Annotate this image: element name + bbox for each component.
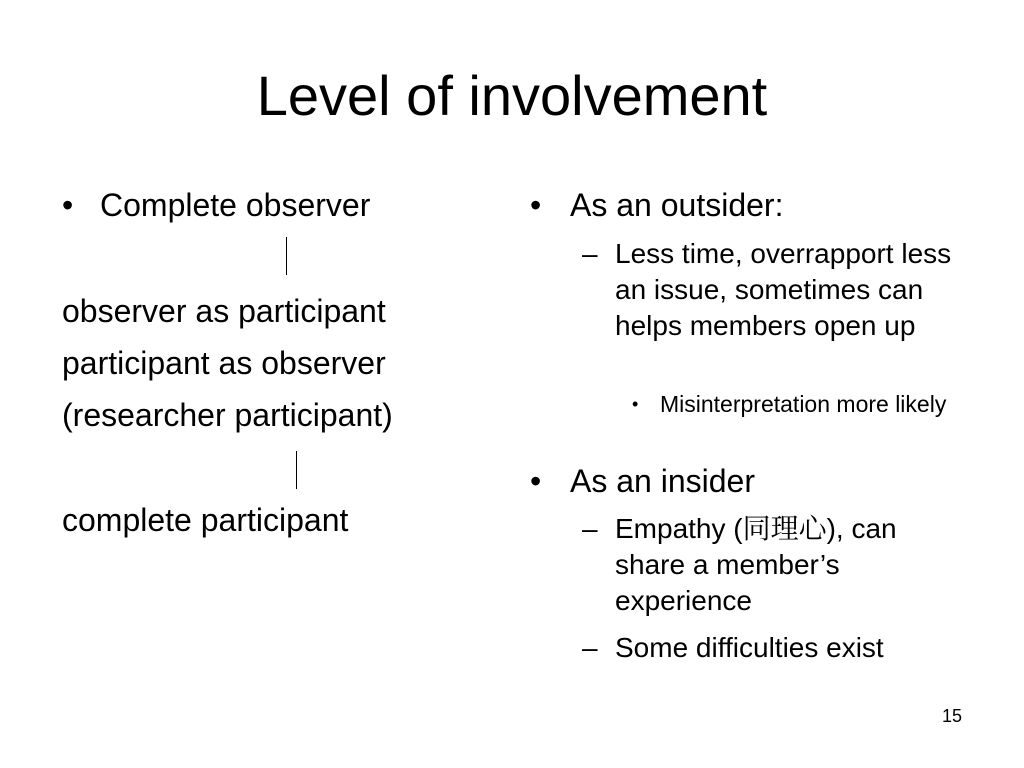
observer-as-participant-text: observer as participant <box>62 293 386 329</box>
complete-participant-text: complete participant <box>62 502 349 538</box>
vertical-connector-line <box>296 451 297 489</box>
bullet-icon: • <box>530 463 542 499</box>
outsider-bullet <box>530 185 783 225</box>
insider-label: As an insider <box>570 463 755 499</box>
slide-title: Level of involvement <box>256 64 768 127</box>
left-bullet-item <box>62 185 370 225</box>
complete-observer-text: Complete observer <box>100 187 371 223</box>
bullet-icon: • <box>62 187 74 223</box>
dash-icon: – <box>582 632 598 663</box>
outsider-subitem-text: Less time, overrapport less an issue, sometimes can helps members open up <box>615 238 952 341</box>
dash-icon: – <box>582 513 598 544</box>
dash-icon: – <box>582 238 598 269</box>
bullet-icon: • <box>530 187 542 223</box>
insider-bullet <box>530 461 755 501</box>
page-number: 15 <box>941 706 962 726</box>
empathy-text: Empathy (同理心), can share a member’s experience <box>615 513 897 616</box>
vertical-connector-line <box>286 237 287 275</box>
misinterpretation-text: Misinterpretation more likely <box>660 391 947 417</box>
researcher-participant-text: (researcher participant) <box>62 397 393 433</box>
insider-subitem <box>582 511 972 619</box>
outsider-subsubitem <box>632 389 962 420</box>
outsider-subitem <box>582 236 972 344</box>
bullet-icon: • <box>632 394 639 414</box>
insider-subitem <box>582 630 972 666</box>
outsider-label: As an outsider: <box>570 187 784 223</box>
participant-as-observer-text: participant as observer <box>62 345 386 381</box>
difficulties-text: Some difficulties exist <box>615 632 884 663</box>
